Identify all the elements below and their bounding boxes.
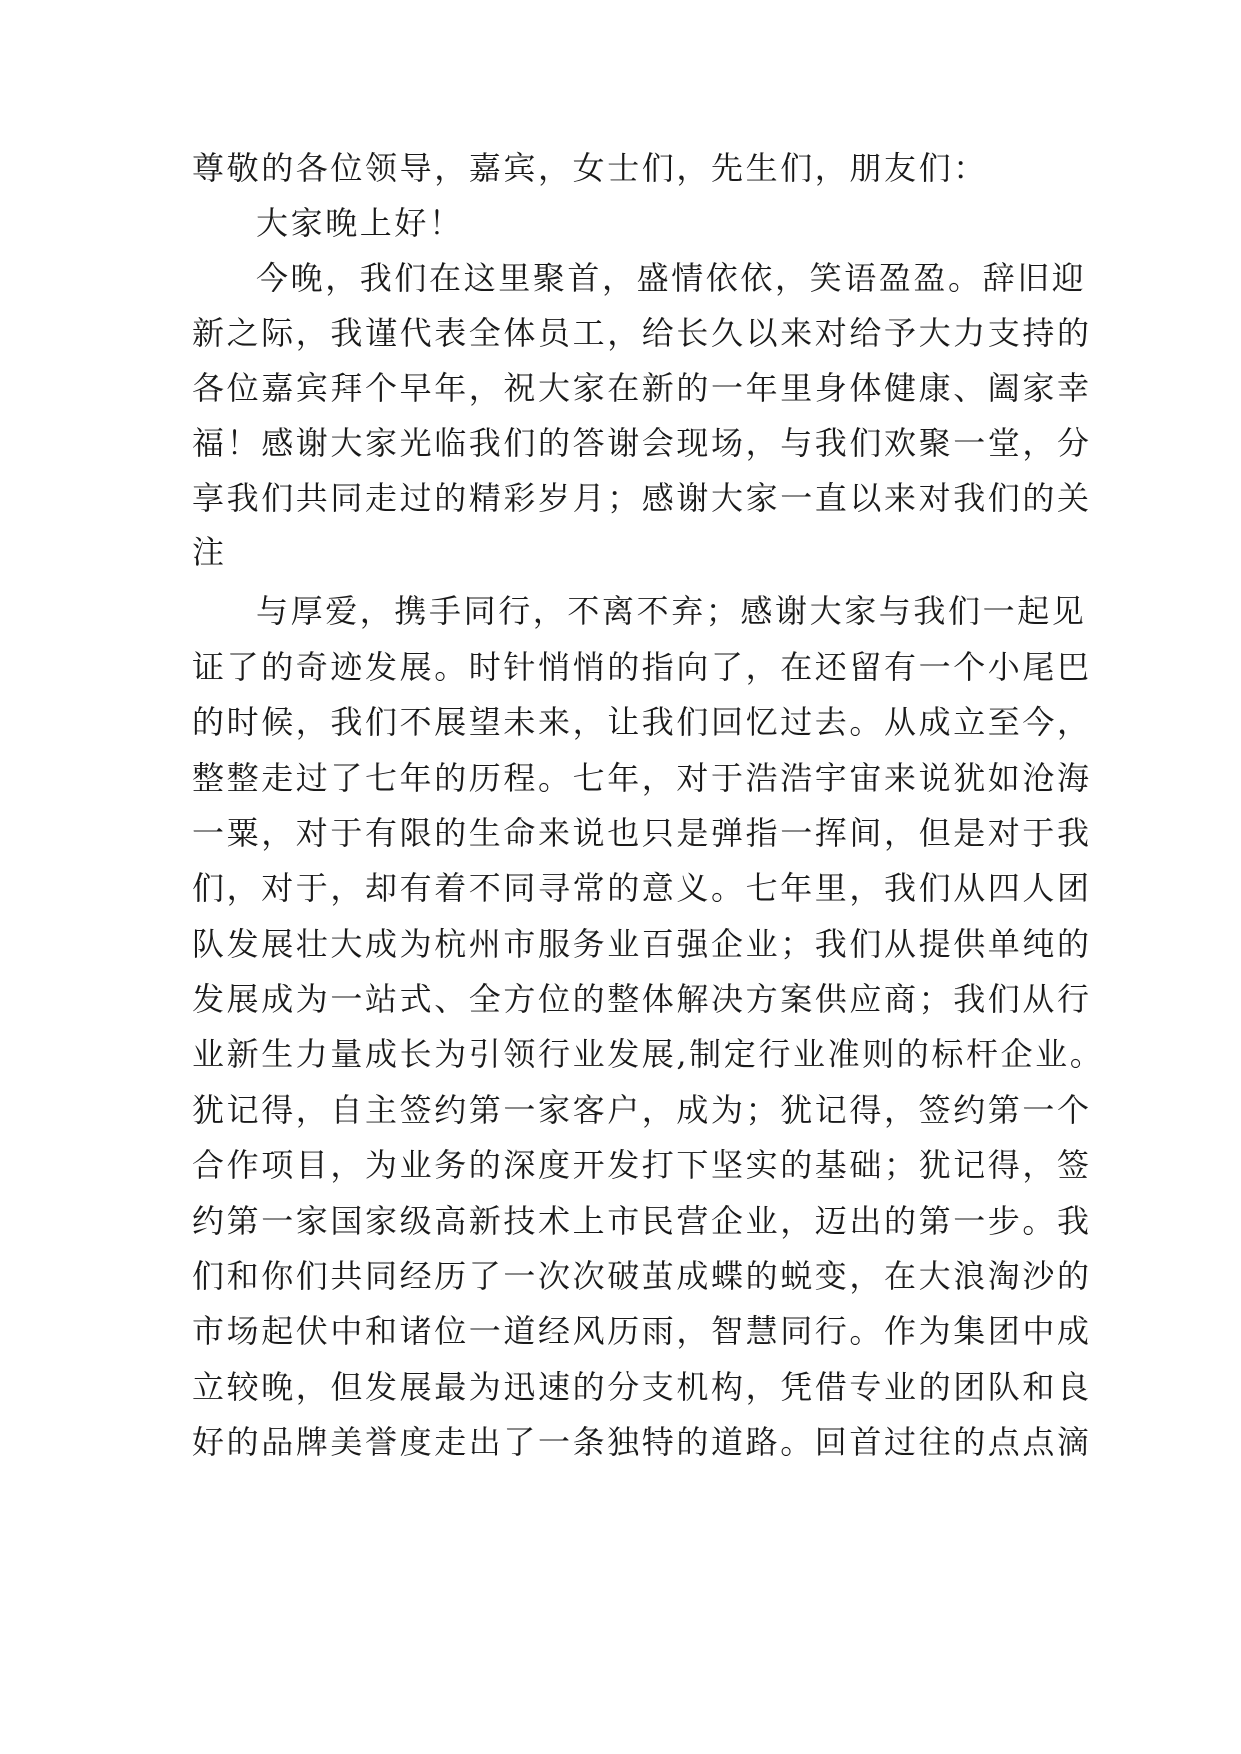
greeting: 大家晚上好！: [256, 204, 464, 242]
paragraph-line: 们，对于，却有着不同寻常的意义。七年里，我们从四人团: [192, 869, 1092, 907]
paragraph-line: 今晚，我们在这里聚首，盛情依依，笑语盈盈。辞旧迎: [256, 259, 1087, 297]
paragraph-line: 与厚爱，携手同行，不离不弃；感谢大家与我们一起见: [256, 592, 1087, 630]
paragraph-line: 各位嘉宾拜个早年，祝大家在新的一年里身体健康、阖家幸: [192, 369, 1092, 407]
paragraph-line: 市场起伏中和诸位一道经风历雨，智慧同行。作为集团中成: [192, 1312, 1092, 1350]
paragraph-line: 福！感谢大家光临我们的答谢会现场，与我们欢聚一堂，分: [192, 424, 1092, 462]
paragraph-line: 注: [192, 533, 227, 571]
paragraph-line: 新之际，我谨代表全体员工，给长久以来对给予大力支持的: [192, 314, 1092, 352]
paragraph-line: 一粟，对于有限的生命来说也只是弹指一挥间，但是对于我: [192, 814, 1092, 852]
paragraph-line: 发展成为一站式、全方位的整体解决方案供应商；我们从行: [192, 980, 1092, 1018]
paragraph-line: 整整走过了七年的历程。七年，对于浩浩宇宙来说犹如沧海: [192, 759, 1092, 797]
paragraph-line: 享我们共同走过的精彩岁月；感谢大家一直以来对我们的关: [192, 479, 1092, 517]
paragraph-line: 好的品牌美誉度走出了一条独特的道路。回首过往的点点滴: [192, 1423, 1092, 1461]
paragraph-line: 合作项目，为业务的深度开发打下坚实的基础；犹记得，签: [192, 1146, 1092, 1184]
salutation: 尊敬的各位领导，嘉宾，女士们，先生们，朋友们：: [192, 149, 988, 187]
paragraph-line: 立较晚，但发展最为迅速的分支机构，凭借专业的团队和良: [192, 1368, 1092, 1406]
paragraph-line: 约第一家国家级高新技术上市民营企业，迈出的第一步。我: [192, 1202, 1092, 1240]
paragraph-line: 业新生力量成长为引领行业发展,制定行业准则的标杆企业。: [192, 1035, 1105, 1073]
paragraph-line: 犹记得，自主签约第一家客户，成为；犹记得，签约第一个: [192, 1091, 1092, 1129]
paragraph-line: 队发展壮大成为杭州市服务业百强企业；我们从提供单纯的: [192, 925, 1092, 963]
paragraph-line: 的时候，我们不展望未来，让我们回忆过去。从成立至今，: [192, 703, 1092, 741]
paragraph-line: 证了的奇迹发展。时针悄悄的指向了，在还留有一个小尾巴: [192, 648, 1092, 686]
paragraph-line: 们和你们共同经历了一次次破茧成蝶的蜕变，在大浪淘沙的: [192, 1257, 1092, 1295]
